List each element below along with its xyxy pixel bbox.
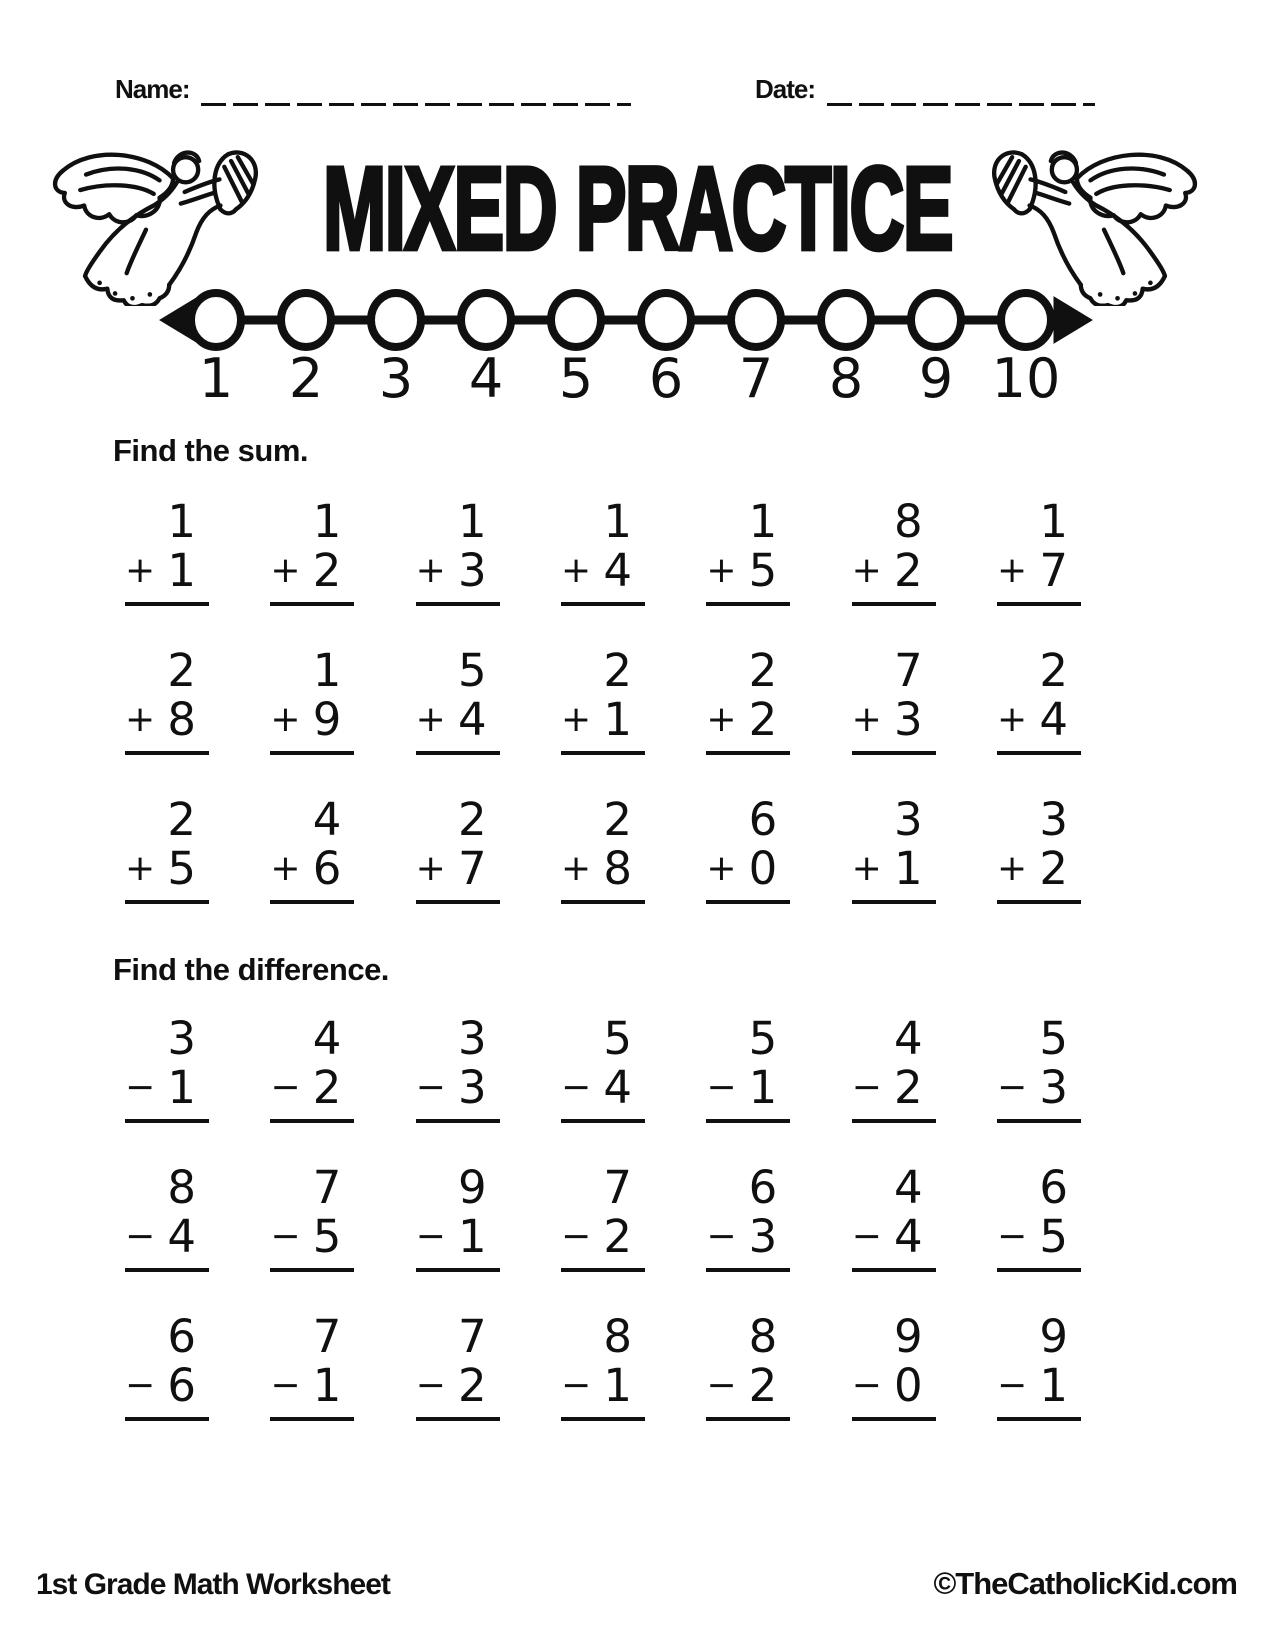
minus-operator: − [706, 1365, 737, 1406]
addition-problem [125, 795, 209, 904]
minus-operator: − [415, 1067, 446, 1108]
bottom-operand: 3 [894, 693, 923, 746]
bottom-operand-row [997, 1063, 1081, 1112]
bottom-operand: 4 [894, 1210, 923, 1263]
top-operand: 3 [167, 1012, 196, 1065]
bottom-operand: 3 [1039, 1061, 1068, 1114]
top-operand: 2 [603, 793, 632, 846]
top-operand: 8 [748, 1310, 778, 1363]
top-operand: 4 [312, 793, 342, 846]
minus-operator: − [706, 1067, 737, 1108]
bottom-operand: 4 [603, 544, 632, 597]
bottom-operand-row [125, 546, 209, 595]
subtraction-problem [416, 1014, 500, 1123]
addition-problem [852, 795, 936, 904]
bottom-operand-row [416, 546, 500, 595]
number-line-point [641, 293, 691, 347]
answer-line [561, 1268, 645, 1272]
bottom-operand-row [852, 695, 936, 744]
top-operand: 1 [1039, 495, 1068, 548]
date-blank-line [827, 103, 1095, 106]
addition-problem [561, 497, 645, 606]
answer-line [852, 1417, 936, 1421]
top-operand: 4 [894, 1012, 923, 1065]
top-operand: 1 [603, 495, 632, 548]
top-operand: 7 [458, 1310, 487, 1363]
bottom-operand-row [706, 695, 790, 744]
number-line-point [1001, 293, 1051, 347]
bottom-operand-row [561, 546, 645, 595]
plus-operator: + [415, 848, 446, 889]
minus-operator: − [415, 1216, 446, 1257]
top-operand: 5 [458, 644, 487, 697]
subtraction-problem [706, 1163, 790, 1272]
answer-line [416, 1417, 500, 1421]
addition-problem [416, 497, 500, 606]
subtraction-problem [416, 1312, 500, 1421]
bottom-operand: 5 [312, 1210, 342, 1263]
subtraction-problem [270, 1312, 354, 1421]
plus-operator: + [125, 699, 156, 740]
bottom-operand: 1 [1039, 1359, 1068, 1412]
number-line-point [821, 293, 871, 347]
bottom-operand-row [270, 844, 354, 893]
bottom-operand-row [997, 546, 1081, 595]
plus-operator: + [270, 848, 301, 889]
subtraction-problem [561, 1312, 645, 1421]
bottom-operand: 2 [312, 544, 342, 597]
answer-line [997, 751, 1081, 755]
answer-line [270, 602, 354, 606]
minus-operator: − [415, 1365, 446, 1406]
bottom-operand: 2 [603, 1210, 632, 1263]
name-field [115, 76, 631, 102]
answer-line [125, 751, 209, 755]
addition-problem [416, 795, 500, 904]
answer-line [561, 751, 645, 755]
bottom-operand-row [706, 546, 790, 595]
addition-problem [997, 795, 1081, 904]
addition-problem [270, 646, 354, 755]
answer-line [706, 1268, 790, 1272]
problem-row [125, 497, 1081, 606]
bottom-operand: 1 [603, 693, 632, 746]
answer-line [852, 602, 936, 606]
subtraction-problem [997, 1163, 1081, 1272]
top-operand: 2 [603, 644, 632, 697]
bottom-operand-row [416, 1063, 500, 1112]
bottom-operand: 2 [748, 1359, 778, 1412]
plus-operator: + [560, 848, 592, 889]
right-arrow-icon [1054, 297, 1092, 343]
answer-line [270, 1417, 354, 1421]
answer-line [125, 1417, 209, 1421]
minus-operator: − [270, 1216, 301, 1257]
addition-problem [561, 646, 645, 755]
plus-operator: + [125, 848, 156, 889]
answer-line [561, 1119, 645, 1123]
number-line-label: 3 [378, 347, 414, 404]
bottom-operand: 1 [312, 1359, 342, 1412]
top-operand: 7 [312, 1310, 342, 1363]
number-line-label: 9 [918, 347, 954, 404]
bottom-operand: 1 [167, 544, 196, 597]
answer-line [125, 1268, 209, 1272]
answer-line [270, 1268, 354, 1272]
bottom-operand-row [270, 1063, 354, 1112]
addition-problem [125, 646, 209, 755]
bottom-operand-row [125, 1212, 209, 1261]
number-line-points [191, 293, 1060, 404]
plus-operator: + [996, 699, 1028, 740]
bottom-operand-row [706, 1361, 790, 1410]
top-operand: 1 [748, 495, 778, 548]
sum-instruction: Find the sum. [113, 433, 308, 468]
number-line-point [461, 293, 511, 347]
number-line-label: 2 [288, 347, 324, 404]
top-operand: 4 [312, 1012, 342, 1065]
answer-line [997, 1119, 1081, 1123]
date-field [755, 76, 1095, 102]
plus-operator: + [996, 848, 1028, 889]
minus-operator: − [125, 1216, 156, 1257]
answer-line [997, 602, 1081, 606]
bottom-operand-row [125, 1063, 209, 1112]
bottom-operand: 3 [458, 1061, 487, 1114]
number-line-point [281, 293, 331, 347]
top-operand: 9 [458, 1161, 487, 1214]
top-operand: 2 [458, 793, 487, 846]
plus-operator: + [125, 550, 156, 591]
bottom-operand-row [852, 1212, 936, 1261]
top-operand: 1 [458, 495, 487, 548]
answer-line [416, 602, 500, 606]
answer-line [416, 900, 500, 904]
bottom-operand-row [270, 695, 354, 744]
answer-line [997, 1268, 1081, 1272]
problem-row [125, 1312, 1081, 1421]
bottom-operand-row [852, 1361, 936, 1410]
addition-problem [706, 497, 790, 606]
minus-operator: − [560, 1067, 592, 1108]
number-line-label: 7 [738, 347, 774, 404]
top-operand: 3 [458, 1012, 487, 1065]
top-operand: 2 [167, 793, 196, 846]
bottom-operand: 4 [458, 693, 487, 746]
answer-line [561, 602, 645, 606]
subtraction-problem [997, 1014, 1081, 1123]
date-label: Date: [755, 74, 816, 104]
answer-line [125, 900, 209, 904]
bottom-operand-row [706, 1063, 790, 1112]
bottom-operand-row [706, 844, 790, 893]
bottom-operand: 2 [748, 693, 778, 746]
bottom-operand: 8 [603, 842, 632, 895]
bottom-operand: 4 [603, 1061, 632, 1114]
bottom-operand-row [416, 695, 500, 744]
bottom-operand-row [125, 695, 209, 744]
plus-operator: + [706, 848, 737, 889]
top-operand: 4 [894, 1161, 923, 1214]
addition-problem [706, 795, 790, 904]
addition-problem [270, 795, 354, 904]
answer-line [125, 1119, 209, 1123]
answer-line [706, 602, 790, 606]
bottom-operand: 2 [312, 1061, 342, 1114]
number-line-label: 4 [468, 347, 504, 404]
top-operand: 2 [167, 644, 196, 697]
bottom-operand: 8 [167, 693, 196, 746]
bottom-operand: 0 [894, 1359, 923, 1412]
subtraction-problem [561, 1163, 645, 1272]
answer-line [270, 1119, 354, 1123]
subtraction-problem [706, 1014, 790, 1123]
top-operand: 7 [603, 1161, 632, 1214]
subtraction-problem [852, 1014, 936, 1123]
bottom-operand: 2 [458, 1359, 487, 1412]
subtraction-problem [125, 1014, 209, 1123]
answer-line [561, 900, 645, 904]
addition-problems-grid [125, 497, 1081, 944]
bottom-operand: 1 [894, 842, 923, 895]
bottom-operand: 2 [894, 544, 923, 597]
number-line-label: 5 [558, 347, 594, 404]
number-line-label: 8 [828, 347, 864, 404]
top-operand: 9 [894, 1310, 923, 1363]
bottom-operand: 5 [1039, 1210, 1068, 1263]
bottom-operand: 4 [167, 1210, 196, 1263]
answer-line [706, 1119, 790, 1123]
problem-row [125, 795, 1081, 904]
subtraction-problems-grid [125, 1014, 1081, 1461]
top-operand: 1 [312, 644, 342, 697]
top-operand: 1 [312, 495, 342, 548]
subtraction-problem [852, 1163, 936, 1272]
top-operand: 2 [1039, 644, 1068, 697]
minus-operator: − [560, 1365, 592, 1406]
bottom-operand-row [997, 1361, 1081, 1410]
bottom-operand-row [270, 546, 354, 595]
worksheet-title: MIXED PRACTICE [323, 142, 952, 276]
bottom-operand: 5 [748, 544, 778, 597]
top-operand: 3 [894, 793, 923, 846]
bottom-operand: 1 [748, 1061, 778, 1114]
top-operand: 6 [1039, 1161, 1068, 1214]
plus-operator: + [706, 550, 737, 591]
number-line-point [551, 293, 601, 347]
bottom-operand-row [125, 844, 209, 893]
subtraction-problem [270, 1163, 354, 1272]
minus-operator: − [851, 1365, 882, 1406]
minus-operator: − [706, 1216, 737, 1257]
top-operand: 5 [1039, 1012, 1068, 1065]
subtraction-problem [706, 1312, 790, 1421]
bottom-operand-row [997, 844, 1081, 893]
bottom-operand: 2 [894, 1061, 923, 1114]
top-operand: 7 [894, 644, 923, 697]
answer-line [852, 751, 936, 755]
minus-operator: − [125, 1067, 156, 1108]
answer-line [416, 1119, 500, 1123]
bottom-operand: 4 [1039, 693, 1068, 746]
bottom-operand-row [852, 1063, 936, 1112]
top-operand: 5 [603, 1012, 632, 1065]
addition-problem [852, 646, 936, 755]
answer-line [997, 900, 1081, 904]
addition-problem [270, 497, 354, 606]
answer-line [852, 1268, 936, 1272]
bottom-operand: 7 [1039, 544, 1068, 597]
top-operand: 6 [167, 1310, 196, 1363]
subtraction-problem [125, 1163, 209, 1272]
top-operand: 8 [167, 1161, 196, 1214]
subtraction-problem [852, 1312, 936, 1421]
name-label: Name: [115, 74, 190, 104]
bottom-operand-row [416, 1212, 500, 1261]
number-line-point [371, 293, 421, 347]
subtraction-problem [416, 1163, 500, 1272]
plus-operator: + [415, 550, 446, 591]
minus-operator: − [125, 1365, 156, 1406]
answer-line [706, 900, 790, 904]
plus-operator: + [706, 699, 737, 740]
bottom-operand: 5 [167, 842, 196, 895]
top-operand: 7 [312, 1161, 342, 1214]
addition-problem [561, 795, 645, 904]
bottom-operand: 3 [748, 1210, 778, 1263]
number-line-point [911, 293, 961, 347]
number-line [156, 280, 1096, 404]
minus-operator: − [270, 1067, 301, 1108]
bottom-operand: 6 [312, 842, 342, 895]
number-line-label: 1 [198, 347, 234, 404]
bottom-operand-row [997, 1212, 1081, 1261]
plus-operator: + [270, 699, 301, 740]
problem-row [125, 1014, 1081, 1123]
top-operand: 8 [894, 495, 923, 548]
bottom-operand: 1 [167, 1061, 196, 1114]
answer-line [852, 900, 936, 904]
footer-copyright: ©TheCatholicKid.com [933, 1566, 1237, 1601]
plus-operator: + [851, 699, 882, 740]
bottom-operand: 0 [748, 842, 778, 895]
bottom-operand-row [561, 1361, 645, 1410]
plus-operator: + [415, 699, 446, 740]
bottom-operand-row [416, 844, 500, 893]
subtraction-problem [125, 1312, 209, 1421]
plus-operator: + [560, 550, 592, 591]
bottom-operand: 9 [312, 693, 342, 746]
bottom-operand: 3 [458, 544, 487, 597]
bottom-operand: 1 [458, 1210, 487, 1263]
top-operand: 2 [748, 644, 778, 697]
bottom-operand-row [561, 1212, 645, 1261]
problem-row [125, 646, 1081, 755]
answer-line [270, 900, 354, 904]
minus-operator: − [851, 1216, 882, 1257]
top-operand: 3 [1039, 793, 1068, 846]
top-operand: 6 [748, 1161, 778, 1214]
bottom-operand-row [561, 1063, 645, 1112]
bottom-operand-row [416, 1361, 500, 1410]
top-operand: 8 [603, 1310, 632, 1363]
number-line-point [191, 293, 241, 347]
bottom-operand: 2 [1039, 842, 1068, 895]
addition-problem [852, 497, 936, 606]
bottom-operand: 1 [603, 1359, 632, 1412]
plus-operator: + [996, 550, 1028, 591]
bottom-operand-row [125, 1361, 209, 1410]
bottom-operand-row [270, 1361, 354, 1410]
minus-operator: − [996, 1216, 1028, 1257]
bottom-operand: 6 [167, 1359, 196, 1412]
bottom-operand-row [997, 695, 1081, 744]
addition-problem [125, 497, 209, 606]
name-blank-line [201, 103, 631, 106]
problem-row [125, 1163, 1081, 1272]
addition-problem [997, 497, 1081, 606]
addition-problem [997, 646, 1081, 755]
number-line-point [731, 293, 781, 347]
minus-operator: − [270, 1365, 301, 1406]
minus-operator: − [560, 1216, 592, 1257]
answer-line [706, 751, 790, 755]
plus-operator: + [851, 550, 882, 591]
answer-line [997, 1417, 1081, 1421]
answer-line [270, 751, 354, 755]
answer-line [852, 1119, 936, 1123]
plus-operator: + [560, 699, 592, 740]
answer-line [706, 1417, 790, 1421]
bottom-operand-row [561, 844, 645, 893]
bottom-operand: 7 [458, 842, 487, 895]
bottom-operand-row [706, 1212, 790, 1261]
addition-problem [706, 646, 790, 755]
subtraction-problem [561, 1014, 645, 1123]
top-operand: 1 [167, 495, 196, 548]
minus-operator: − [996, 1365, 1028, 1406]
answer-line [416, 1268, 500, 1272]
minus-operator: − [851, 1067, 882, 1108]
top-operand: 9 [1039, 1310, 1068, 1363]
bottom-operand-row [561, 695, 645, 744]
minus-operator: − [996, 1067, 1028, 1108]
top-operand: 6 [748, 793, 778, 846]
subtraction-problem [270, 1014, 354, 1123]
subtraction-problem [997, 1312, 1081, 1421]
answer-line [561, 1417, 645, 1421]
number-line-label: 10 [991, 347, 1061, 404]
bottom-operand-row [270, 1212, 354, 1261]
answer-line [125, 602, 209, 606]
difference-instruction: Find the difference. [113, 952, 389, 987]
plus-operator: + [851, 848, 882, 889]
addition-problem [416, 646, 500, 755]
number-line-label: 6 [648, 347, 684, 404]
plus-operator: + [270, 550, 301, 591]
answer-line [416, 751, 500, 755]
top-operand: 5 [748, 1012, 778, 1065]
bottom-operand-row [852, 844, 936, 893]
bottom-operand-row [852, 546, 936, 595]
footer-worksheet-type: 1st Grade Math Worksheet [36, 1568, 390, 1601]
